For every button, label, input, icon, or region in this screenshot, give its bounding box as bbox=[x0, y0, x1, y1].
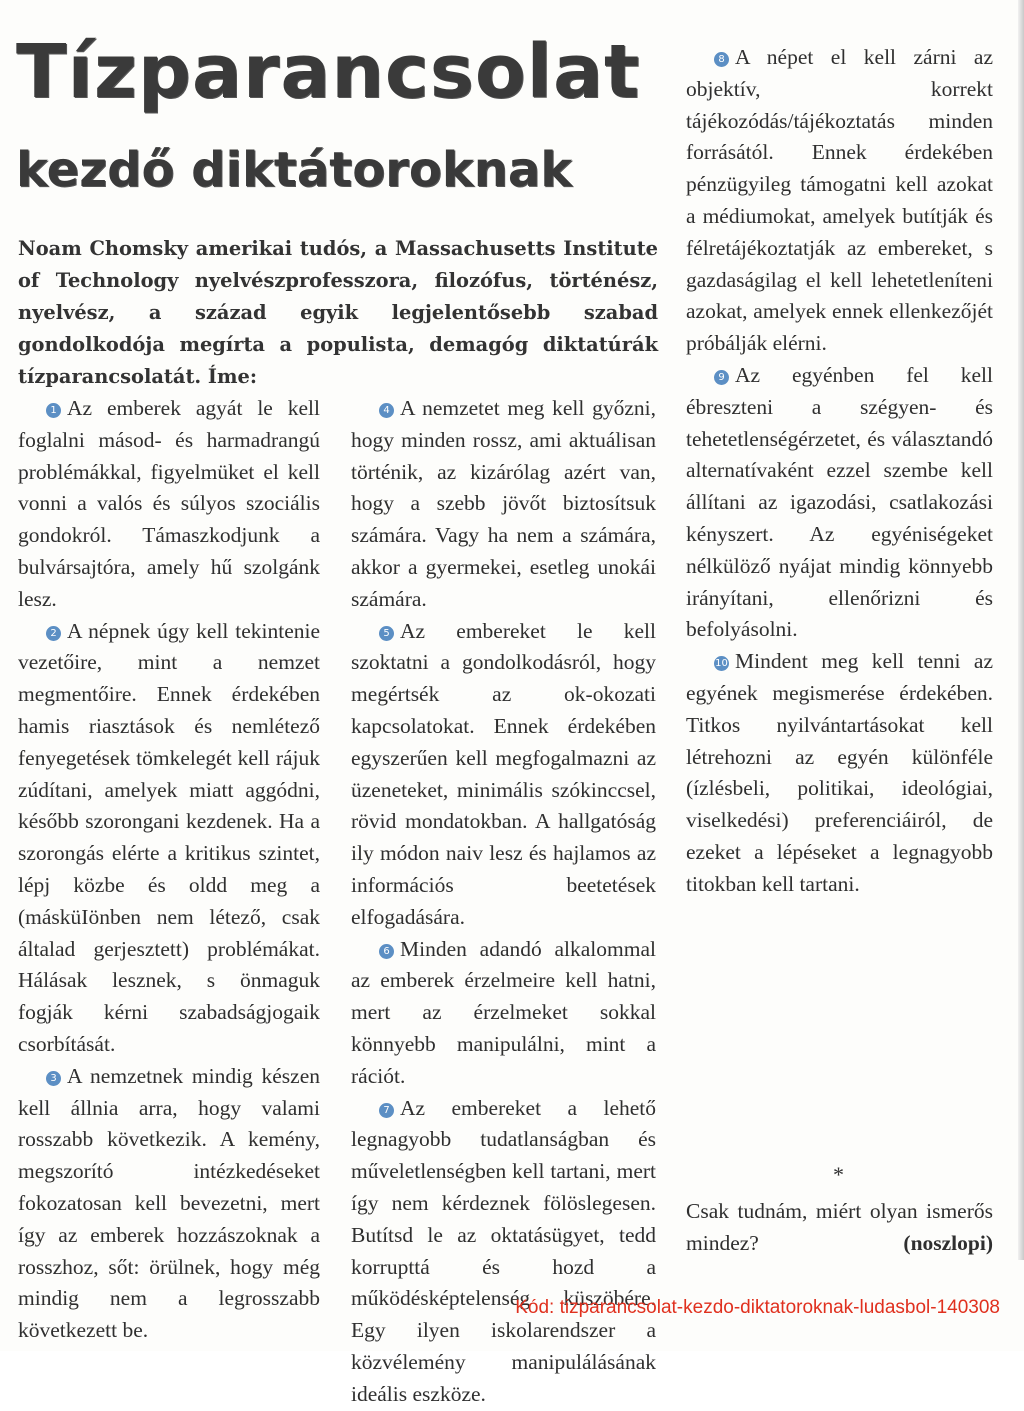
commandment-10-text: Mindent meg kell tenni az egyének megismerése érdekében. Titkos nyilvántartásokat kell létrehozni az egyén különféle (ízlésbeli, politikai, ideológiai, viselkedési) preferenciáiról, de ezeket a lépéseket a legnagyobb titokban kell tartani. bbox=[686, 649, 993, 896]
page-edge bbox=[1018, 0, 1024, 1260]
commandment-4-text: A nemzetet meg kell győzni, hogy minden rossz, ami aktuálisan történik, az kizárólag azért van, hogy a szebb jövőt biztosítsuk számára. Vagy ha nem a számára, akkor a gyermekei, esetleg unokái számára. bbox=[351, 396, 656, 611]
page-title: Tízparancsolat bbox=[16, 29, 641, 115]
commandment-1-text: Az emberek agyát le kell foglalni másod- és harmadrangú problémákkal, figyelmüket el kell vonni a valós és súlyos szociális gondokról. Támaszkodjunk a bulvársajtóra, amely hű szolgánk lesz. bbox=[18, 396, 320, 611]
number-badge-2: 2 bbox=[46, 626, 61, 641]
number-badge-4: 4 bbox=[379, 403, 394, 418]
commandment-6 bbox=[351, 934, 656, 1093]
commandment-7-text: Az embereket a lehető legnagyobb tudatlanságban és műveletlenségben kell tartani, mert így nem kérdeznek fölöslegesen. Butítsd le az oktatásügyet, tedd korrupttá és hozd a működésképtelenség küszöbére. Egy ilyen iskolarendszer a közvélemény manipulálásának ideális eszköze. bbox=[351, 1095, 656, 1406]
commandment-8 bbox=[686, 42, 993, 360]
section-separator: * bbox=[833, 1162, 844, 1187]
commandment-4 bbox=[351, 393, 656, 616]
text-column-1 bbox=[18, 393, 320, 1347]
number-badge-7: 7 bbox=[379, 1103, 394, 1118]
number-badge-10: 10 bbox=[715, 658, 728, 670]
commandment-9-text: Az egyénben fel kell ébreszteni a szégyen- és tehetetlenségérzetet, és választandó alternatívaként ezzel szembe kell állítani az igazodási, csatlakozási kényszert. Az egyéniségeket nélkülöző nyájat mindig könnyebb irányítani, ellenőrizni és befolyásolni. bbox=[686, 362, 993, 642]
number-badge-3: 3 bbox=[46, 1071, 61, 1086]
commandment-3-text: A nemzetnek mindig készen kell állnia arra, hogy valami rosszabb következik. A kemény, megszorító intézkedéseket fokozatosan kell bevezetni, mert így az emberek hozzászoknak a rosszhoz, sőt: örülnek, hogy még mindig nem a legrosszabb következett be. bbox=[18, 1063, 320, 1343]
number-badge-9: 9 bbox=[714, 370, 729, 385]
closing-question: Csak tudnám, miért olyan ismerős mindez? bbox=[686, 1199, 993, 1255]
commandment-9 bbox=[686, 360, 993, 646]
page-subtitle: kezdő diktátoroknak bbox=[16, 142, 573, 198]
number-badge-5: 5 bbox=[379, 626, 394, 641]
number-badge-1: 1 bbox=[46, 403, 61, 418]
commandment-2 bbox=[18, 616, 320, 1061]
number-badge-6: 6 bbox=[379, 944, 394, 959]
closing-remark bbox=[686, 1196, 993, 1260]
commandment-3 bbox=[18, 1061, 320, 1347]
text-column-2 bbox=[351, 393, 656, 1411]
commandment-6-text: Minden adandó alkalommal az emberek érzelmeire kell hatni, mert az érzelmeket sokkal könnyebb manipulálni, mint a rációt. bbox=[351, 936, 656, 1088]
commandment-10 bbox=[686, 646, 993, 900]
commandment-1 bbox=[18, 393, 320, 616]
commandment-2-text: A népnek úgy kell tekintenie vezetőire, mint a nemzet megmentőire. Ennek érdekében hamis riasztások és nemlétező fenyegetések tömkelegét kell rájuk zúdítani, amelyek miatt aggódni, később szorongani kezdenek. Ha a szorongás elérte a kritikus szintet, lépj közbe és oldd meg a (másküIönben nem létező, csak általad gerjesztett) problémákat. Hálásak lesznek, s önmaguk fogják kérni szabadságjogaik csorbítását. bbox=[18, 618, 320, 1056]
source-code-label: Kód: tizparancsolat-kezdo-diktatoroknak-ludasbol-140308 bbox=[515, 1297, 1000, 1318]
number-badge-8: 8 bbox=[714, 52, 729, 67]
commandment-5 bbox=[351, 616, 656, 934]
commandment-7 bbox=[351, 1093, 656, 1411]
text-column-3 bbox=[686, 42, 993, 901]
commandment-8-text: A népet el kell zárni az objektív, korrekt tájékozódás/tájékoztatás minden forrásától. Ennek érdekében pénzügyileg támogatni kell azokat a médiumokat, amelyek butítják és félretájékoztatják az embereket, s gazdaságilag el kell lehetetleníteni azokat, amelyek ennek ellenkezőjét próbálják elérni. bbox=[686, 45, 993, 356]
lead-paragraph: Noam Chomsky amerikai tudós, a Massachusetts Institute of Technology nyelvészprofesszora, filozófus, történész, nyelvész, a század egyik legjelentősebb szabad gondolkodója megírta a populista, demagóg diktatúrák tízparancsolatát. Íme: bbox=[18, 237, 658, 388]
commandment-5-text: Az embereket le kell szoktatni a gondolkodásról, hogy megértsék az ok-okozati kapcsolatokat. Ennek érdekében egyszerűen kell megfogalmazni az üzeneteket, minimális szókinccsel, rövid mondatokban. A hallgatóság ily módon naiv lesz és hajlamos az információs beetetések elfogadására. bbox=[351, 618, 656, 929]
author-signature: (noszlopi) bbox=[903, 1230, 993, 1255]
